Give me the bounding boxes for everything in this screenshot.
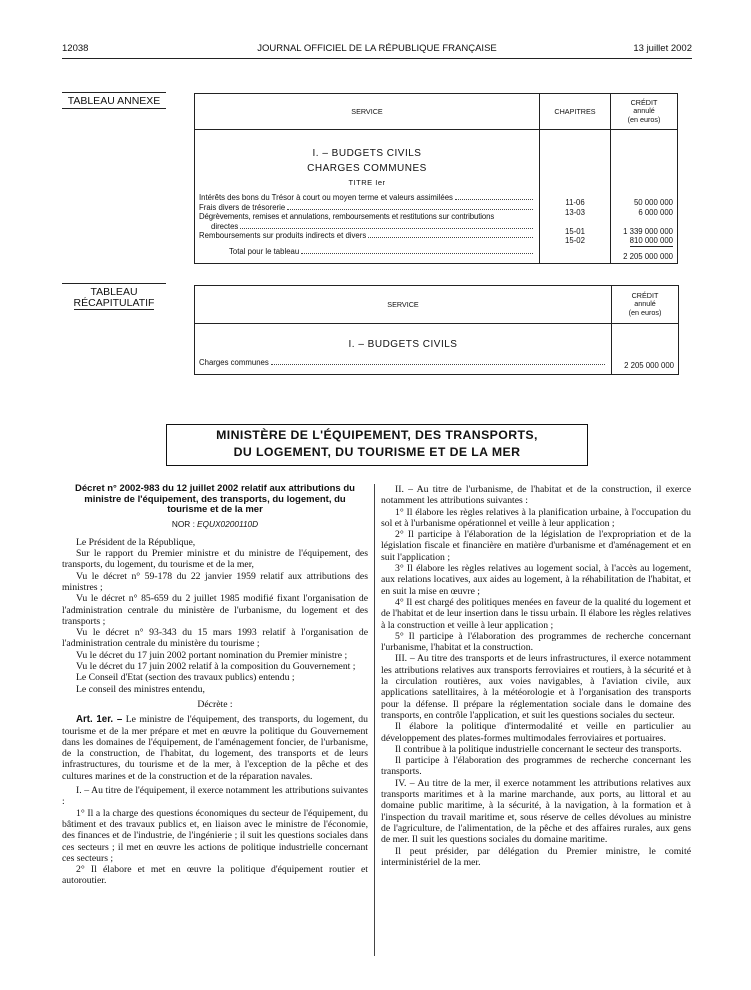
- page-header: [62, 43, 692, 57]
- row-label: Intérêts des bons du Trésor à court ou moyen terme et valeurs assimilées: [199, 193, 535, 203]
- credit-value: 810 000 000: [629, 236, 673, 246]
- titre-heading: TITRE Ier: [348, 178, 386, 187]
- row-label-line1: Dégrèvements, remises et annulations, remboursements et restitutions sur contributions: [199, 212, 495, 222]
- recap-col-credit-header: [612, 286, 679, 324]
- paragraph: 2° Il participe à l'élaboration de la législation de l'expropriation et de la législation fiscale et financière en matière d'urbanisme et d'aménagement et en suit l'application ;: [381, 529, 691, 563]
- credit-value: 50 000 000: [633, 198, 673, 207]
- annex-rule: [62, 92, 166, 93]
- right-column: [381, 484, 691, 868]
- header-rule: [62, 58, 692, 59]
- credit-header-line: (en euros): [627, 114, 661, 124]
- article-text: Le ministre de l'équipement, des transports, du logement, du tourisme et de la mer prépare et met en œuvre la politique du Gouvernement dans les domaines de l'équipement, de l'aménagement foncier, de l'urbanisme, de la construction, de l'habitat, du logement, des transports et de leurs infrastructures, du tourisme et de la mer, à l'exception de la pêche et des cultures marines et de la construction et de la réparation navales.: [62, 714, 368, 782]
- chapitre-value: 15-02: [565, 236, 585, 246]
- tableau-recap-label: [62, 287, 166, 310]
- row-label: Remboursements sur produits indirects et divers: [199, 231, 535, 241]
- total-credit-value: 2 205 000 000: [623, 251, 673, 261]
- tableau-annexe: [194, 93, 678, 264]
- paragraph: II. – Au titre de l'urbanisme, de l'habitat et de la construction, il exerce notamment les attributions suivantes :: [381, 484, 691, 507]
- recap-rule: [62, 283, 166, 284]
- paragraph: III. – Au titre des transports et de leurs infrastructures, il exerce notamment les attributions relatives aux transports ferroviaires et routiers, à la sécurité et à la circulation routières, aux voies navigables, à l'aviation civile, aux applications satellitaires, à la météorologie et à l'organisation des transports pour la défense. Il prépare la réglementation sociale dans le domaine des transports, en contrôle l'application, et suit les questions sociales du secteur.: [381, 653, 691, 721]
- paragraph: Vu le décret du 17 juin 2002 portant nomination du Premier ministre ;: [76, 649, 348, 661]
- paragraph: Vu le décret n° 59-178 du 22 janvier 1959 relatif aux attributions des ministres ;: [62, 570, 368, 593]
- paragraph: Vu le décret n° 85-659 du 2 juillet 1985 modifié fixant l'organisation de l'administration centrale du ministère de l'urbanisme, du logement et des transports ;: [62, 593, 368, 627]
- ministry-banner-line: DU LOGEMENT, DU TOURISME ET DE LA MER: [233, 445, 521, 459]
- paragraph: Le Président de la République,: [76, 536, 196, 548]
- paragraph: 3° Il élabore les règles relatives au logement social, à l'accès au logement, aux relations locatives, aux aides au logement, à la réhabilitation de l'habitat, et en suit la mise en œuvre ;: [381, 563, 691, 597]
- row-label: Frais divers de trésorerie: [199, 203, 535, 213]
- decree-title: Décret n° 2002-983 du 12 juillet 2002 relatif aux attributions du ministre de l'équipement, des transports, du logement, du tourisme et de la mer: [75, 483, 355, 515]
- credit-header-line: (en euros): [628, 307, 662, 317]
- paragraph: Vu le décret du 17 juin 2002 relatif à la composition du Gouvernement ;: [76, 661, 356, 673]
- tableau-recapitulatif: [194, 285, 679, 375]
- recap-label-line: TABLEAU: [90, 286, 138, 298]
- paragraph: Il élabore la politique d'intermodalité et veille en particulier au développement des plates-formes multimodales ferroviaires et portuaires.: [381, 721, 691, 744]
- article-1: [62, 714, 368, 782]
- ministry-banner: [166, 424, 588, 466]
- paragraph: 4° Il est chargé des politiques menées en faveur de la qualité du logement et de l'habitat et de leur insertion dans le tissu urbain. Il élabore les règles relatives à la construction et veille à leur application ;: [381, 596, 691, 631]
- nor-label: NOR :: [171, 518, 195, 529]
- paragraph: I. – Au titre de l'équipement, il exerce notamment les attributions suivantes :: [62, 785, 368, 808]
- decrete-heading: Décrète :: [197, 698, 233, 710]
- article-label: Art. 1er. –: [76, 714, 123, 726]
- tableau-annexe-label: TABLEAU ANNEXE: [62, 96, 166, 109]
- section-subheading: CHARGES COMMUNES: [307, 163, 427, 174]
- paragraph: Il participe à l'élaboration des programmes de recherche concernant les transports.: [381, 755, 691, 778]
- chapitre-value: 15-01: [565, 226, 585, 236]
- left-column: [62, 484, 368, 887]
- paragraph: 5° Il participe à l'élaboration des programmes de recherche concernant l'urbanisme, l'habitat et la construction.: [381, 630, 691, 654]
- nor-reference: [62, 519, 368, 530]
- chapitre-value: 13-03: [565, 207, 585, 217]
- journal-title: JOURNAL OFFICIEL DE LA RÉPUBLIQUE FRANÇAISE: [257, 43, 497, 54]
- section-heading: I. – BUDGETS CIVILS: [312, 148, 422, 159]
- row-label: directes: [199, 222, 535, 232]
- col-chapitres-header: CHAPITRES: [540, 94, 611, 130]
- ministry-banner-line: MINISTÈRE DE L'ÉQUIPEMENT, DES TRANSPORTS,: [216, 428, 538, 442]
- recap-credit-value: 2 205 000 000: [624, 361, 674, 370]
- paragraph: 1° Il a la charge des questions économiques du secteur de l'équipement, du bâtiment et des travaux publics et, en liaison avec le ministre de l'économie, des finances et de l'industrie, de l'ingénierie ; il suit les questions sociales dans ces secteurs ; il met en œuvre les actions de politique industrielle concernant ces secteurs ;: [62, 807, 368, 864]
- recap-section-heading: I. – BUDGETS CIVILS: [348, 339, 458, 350]
- chapitre-value: 11-06: [565, 198, 585, 207]
- page-number: 12038: [62, 43, 89, 54]
- nor-value: EQUX0200110D: [196, 518, 259, 529]
- credit-header-line: annulé: [634, 299, 656, 309]
- column-separator: [374, 484, 375, 956]
- recap-label-line: RÉCAPITULATIF: [73, 297, 155, 309]
- paragraph: Sur le rapport du Premier ministre et du ministre de l'équipement, des transports, du logement, du tourisme et de la mer,: [62, 548, 368, 571]
- paragraph: Il peut présider, par délégation du Premier ministre, le comité interministériel de la mer.: [381, 845, 691, 868]
- paragraph: Il contribue à la politique industrielle concernant le secteur des transports.: [395, 743, 682, 755]
- credit-header-line: annulé: [633, 106, 655, 116]
- paragraph: Le conseil des ministres entendu,: [76, 683, 205, 695]
- credit-value: 1 339 000 000: [623, 226, 673, 236]
- issue-date: 13 juillet 2002: [633, 43, 692, 54]
- col-credit-header: [611, 94, 678, 130]
- paragraph: 1° Il élabore les règles relatives à la planification urbaine, à l'occupation du sol et à l'urbanisme opérationnel et veille à leur application ;: [381, 506, 691, 529]
- credit-header-line: CRÉDIT: [630, 97, 658, 107]
- paragraph: Le Conseil d'Etat (section des travaux publics) entendu ;: [76, 672, 295, 684]
- recap-col-service-header: SERVICE: [195, 286, 612, 324]
- credit-header-line: CRÉDIT: [631, 290, 659, 300]
- paragraph: Vu le décret n° 93-343 du 15 mars 1993 relatif à l'organisation de l'administration centrale du ministère du tourisme ;: [62, 627, 368, 650]
- paragraph: 2° Il élabore et met en œuvre la politique d'équipement routier et autoroutier.: [62, 864, 368, 887]
- total-label: Total pour le tableau: [199, 247, 535, 257]
- credit-value: 6 000 000: [638, 207, 673, 217]
- col-service-header: SERVICE: [195, 94, 540, 130]
- paragraph: IV. – Au titre de la mer, il exerce notamment les attributions relatives aux transports maritimes et à la marine marchande, aux ports, au littoral et au domaine public maritime, à la sécurité, à la navigation, à la formation et à l'inspection du travail maritime et, sous réserve de celles dévolues au ministre de l'agriculture, de l'alimentation, de la pêche et des affaires rurales, aux gens de mer. Il suit les questions sociales du domaine maritime.: [381, 777, 691, 846]
- recap-row-label: Charges communes: [199, 358, 607, 368]
